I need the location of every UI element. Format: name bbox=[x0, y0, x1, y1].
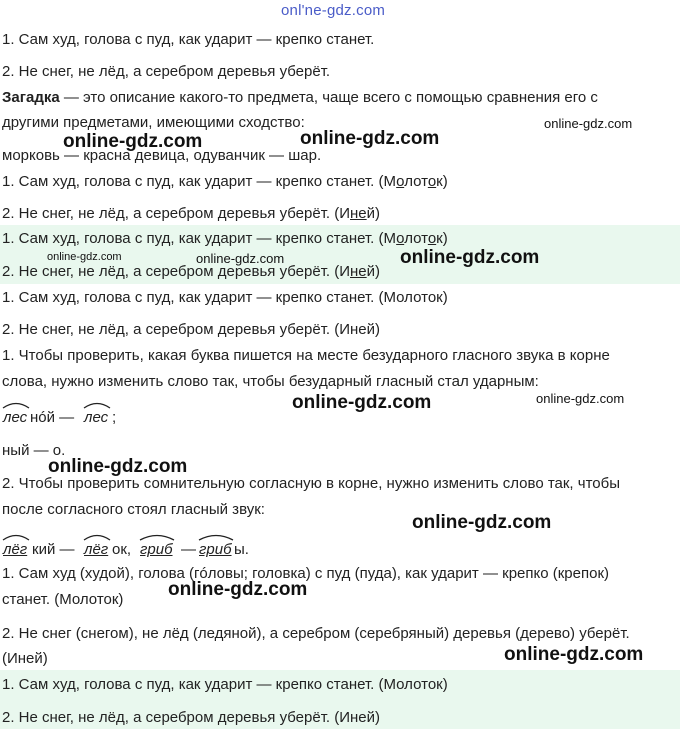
watermark: online-gdz.com bbox=[63, 131, 203, 152]
underlined-letter: о bbox=[427, 230, 437, 247]
rule2-line-1: 2. Чтобы проверить сомнительную согласную в корне, нужно изменить слово так, чтобы bbox=[2, 475, 620, 492]
answer-text: 1. Сам худ, голова с пуд, как ударит — крепко станет. (М bbox=[2, 230, 397, 247]
rule1-line-1: 1. Чтобы проверить, какая буква пишется на месте безударного гласного звука в корне bbox=[2, 347, 610, 364]
answer-text: 2. Не снег, не лёд, а серебром деревья уберёт. (И bbox=[2, 205, 351, 222]
underlined-letter: о bbox=[396, 230, 405, 247]
analysis-line-1: 1. Сам худ (худой), голова (гóловы; головка) с пуд (пуда), как ударит — крепко (крепок) bbox=[2, 565, 610, 582]
underlined-letter: не bbox=[350, 205, 367, 222]
example-suffix: нóй — bbox=[30, 409, 75, 426]
underlined-letter: о bbox=[396, 173, 405, 190]
answer-text: к) bbox=[436, 230, 448, 247]
answer-text: й) bbox=[366, 205, 381, 222]
example-suffix: — bbox=[181, 541, 196, 558]
answer-line-2 bbox=[2, 205, 380, 223]
answer-text: й) bbox=[366, 263, 381, 280]
definition-line-3: морковь — красна девица, одуванчик — шар. bbox=[2, 147, 322, 164]
answer-text: 1. Сам худ, голова с пуд, как ударит — крепко станет. (М bbox=[2, 173, 397, 190]
answer-text: к) bbox=[436, 173, 448, 190]
watermark: online-gdz.com bbox=[300, 128, 440, 149]
answer-line-1 bbox=[2, 173, 448, 191]
riddle-line-2: 2. Не снег, не лёд, а серебром деревья уберёт. bbox=[2, 63, 331, 80]
watermark: online-gdz.com bbox=[504, 644, 644, 665]
final-line-2: 2. Не снег, не лёд, а серебром деревья уберёт. (Иней) bbox=[2, 709, 381, 726]
root-arc bbox=[1, 399, 31, 409]
watermark-top: onl'ne-gdz.com bbox=[281, 2, 386, 19]
root-word: гриб bbox=[140, 541, 173, 558]
rule1-line-4: ный — о. bbox=[2, 442, 66, 459]
definition-line-1 bbox=[2, 89, 598, 107]
answer-text: 2. Не снег, не лёд, а серебром деревья уберёт. (И bbox=[2, 263, 351, 280]
rule2-line-2: после согласного стоял гласный звук: bbox=[2, 501, 265, 518]
analysis-line-3: 2. Не снег (снегом), не лёд (ледяной), а серебром (серебряный) деревья (дерево) уберёт. bbox=[2, 625, 630, 642]
watermark: online-gdz.com bbox=[47, 251, 122, 263]
watermark: online-gdz.com bbox=[536, 391, 625, 406]
watermark: online-gdz.com bbox=[196, 251, 285, 266]
watermark: online-gdz.com bbox=[544, 116, 633, 131]
watermark: online-gdz.com bbox=[168, 579, 308, 600]
definition-text: — это описание какого-то предмета, чаще всего с помощью сравнения его с bbox=[59, 89, 598, 106]
answer-line-2: 2. Не снег, не лёд, а серебром деревья уберёт. (Иней) bbox=[2, 321, 381, 338]
example-punct: ; bbox=[112, 409, 117, 426]
watermark: online-gdz.com bbox=[48, 456, 188, 477]
answer-line-1: 1. Сам худ, голова с пуд, как ударит — крепко станет. (Молоток) bbox=[2, 289, 448, 306]
answer-text: лот bbox=[404, 173, 428, 190]
watermark: online-gdz.com bbox=[412, 512, 552, 533]
root-arc bbox=[138, 531, 176, 541]
analysis-line-2: станет. (Молоток) bbox=[2, 591, 124, 608]
example-suffix: ок, bbox=[112, 541, 132, 558]
root-arc bbox=[197, 531, 235, 541]
root-arc bbox=[82, 531, 112, 541]
rule1-line-2: слова, нужно изменить слово так, чтобы безударный гласный стал ударным: bbox=[2, 373, 539, 390]
riddle-line-1: 1. Сам худ, голова с пуд, как ударит — крепко станет. bbox=[2, 31, 375, 48]
answer-line-2 bbox=[2, 263, 380, 281]
root-word: лёг bbox=[3, 541, 28, 558]
definition-term: Загадка bbox=[2, 89, 60, 106]
root-word: гриб bbox=[199, 541, 232, 558]
root-word: лес bbox=[3, 409, 28, 426]
answer-text: лот bbox=[404, 230, 428, 247]
root-word: лес bbox=[84, 409, 109, 426]
final-line-1: 1. Сам худ, голова с пуд, как ударит — крепко станет. (Молоток) bbox=[2, 676, 448, 693]
underlined-letter: о bbox=[427, 173, 437, 190]
analysis-line-4: (Иней) bbox=[2, 650, 48, 667]
example-suffix: кий — bbox=[32, 541, 75, 558]
underlined-letter: не bbox=[350, 263, 367, 280]
watermark: online-gdz.com bbox=[292, 392, 432, 413]
answer-line-1 bbox=[2, 230, 448, 248]
example-suffix: ы. bbox=[234, 541, 249, 558]
root-arc bbox=[82, 399, 112, 409]
definition-line-2: другими предметами, имеющими сходство: bbox=[2, 114, 305, 131]
root-word: лёг bbox=[84, 541, 109, 558]
watermark: online-gdz.com bbox=[400, 247, 540, 268]
root-arc bbox=[1, 531, 31, 541]
